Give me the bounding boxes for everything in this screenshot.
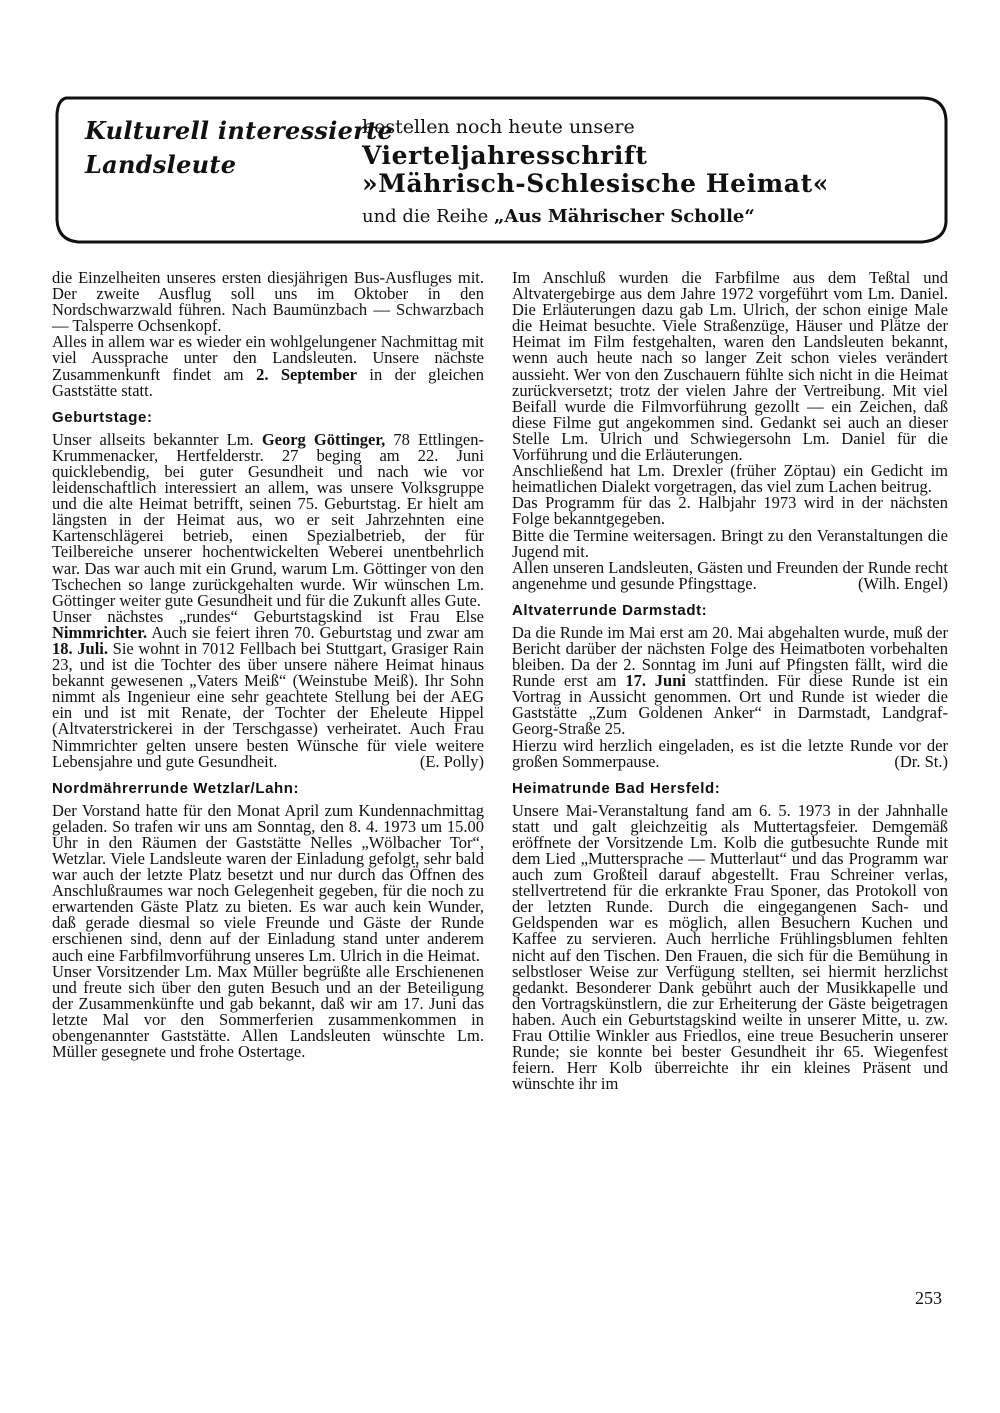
bold-name: Nimmrichter. — [52, 622, 148, 642]
paragraph — [52, 429, 484, 610]
section-heading-hersfeld: Heimatrunde Bad Hersfeld: — [512, 779, 721, 797]
text-run: Auch sie feiert ihren 70. Geburtstag und zwar am — [147, 622, 484, 642]
text-run: in der gleichen Gaststätte statt. — [52, 364, 484, 400]
section-heading-wetzlar: Nordmährerrunde Wetzlar/Lahn: — [52, 779, 300, 797]
bold-date: 18. Juli. — [52, 638, 109, 658]
text-run: Unser nächstes „rundes“ Geburtstagskind ist Frau Else — [52, 606, 484, 626]
ad-series — [362, 204, 942, 230]
ad-text — [362, 114, 942, 230]
text-run: 78 Ettlingen-Krummenacker, Hertfelderstr. 27 beging am 22. Juni quicklebendig, bei guter Gesundheit und nach wie vor leidenschaftlich interessiert an allem, was unsere Volksgruppe und die alte Heimat betrifft, seinen 75. Geburtstag. Er hielt am längsten in der Heimat aus, wo er seit Jahrzehnten eine Kartenschlägerei betrieb, einen Spezialbetrieb, der für Teilbereiche unserer hochentwickelten Weberei unentbehrlich war. Das war auch mit ein Grund, warum Lm. Göttinger von den Tschechen so lange zurückgehalten wurde. Wir wünschen Lm. Göttinger weiter gute Gesundheit und für die Zukunft alles Gute. — [52, 429, 484, 610]
advertisement-box — [52, 92, 949, 244]
paragraph — [512, 622, 949, 739]
paragraph: Im Anschluß wurden die Farbfilme aus dem Teßtal und Altvatergebirge aus dem Jahre 1972 vorgeführt vom Lm. Daniel. Die Erläuterungen dazu gab Lm. Ulrich, der schon einige Male die Heimat besuchte. Viele Straßenzüge, Häuser und Plätze der Heimat im Film festgehalten, waren den Landsleuten bekannt, wenn auch heute nach so langer Zeit schon vieles verändert aussieht. Wer von den Zuschauern fühlte sich nicht in die Heimat zurückversetzt; trotz der vielen Jahre der Vertreibung. Mit viel Beifall wurde die Filmvorführung gezollt — ein Zeichen, daß diese Filme gut angekommen sind. Gedankt sei auch an dieser Stelle Lm. Ulrich und Schwiegersohn Lm. Daniel für die Vorführung und die Erläuterungen. — [512, 268, 948, 465]
section-heading-geburtstage: Geburtstage: — [52, 408, 153, 426]
signature: (Wilh. Engel) — [857, 573, 948, 593]
signature: (E. Polly) — [419, 751, 484, 771]
paragraph: Anschließend hat Lm. Drexler (früher Zöptau) ein Gedicht im heimatlichen Dialekt vorgetragen, das viel zum Lachen beitrug. — [512, 461, 948, 497]
text-run: Alles in allem war es wieder ein wohlgelungener Nachmittag mit viel Aussprache unter den Landsleuten. Unsere nächste Zusammenkunft findet am — [52, 332, 484, 384]
signature: (Dr. St.) — [894, 751, 948, 771]
ad-intro: bestellen noch heute unsere — [362, 116, 635, 138]
ad-slogan-line1: Kulturell interessierte — [85, 116, 394, 145]
ad-title-2: »Mährisch-Schlesische Heimat« — [362, 169, 829, 198]
right-column — [512, 270, 948, 1092]
paragraph — [52, 334, 484, 398]
text-run: Da die Runde im Mai erst am 20. Mai abgehalten wurde, muß der Bericht darüber der nächsten Folge des Heimatboten vorbehalten bleiben. Da der 2. Sonntag im Juni auf Pfingsten fällt, wird die Runde erst am — [512, 622, 948, 691]
bold-name: Georg Göttinger, — [261, 429, 386, 449]
paragraph: Unsere Mai-Veranstaltung fand am 6. 5. 1973 in der Jahnhalle statt und galt gleichzeitig als Muttertagsfeier. Demgemäß eröffnete der Vorsitzende Lm. Kolb die gutbesuchte Runde mit dem Lied „Muttersprache — Mutterlaut“ und das Programm war auch zum Großteil darauf abgestellt. Frau Schreiner verlas, stellvertretend für die erkrankte Frau Sponer, das Protokoll von der letzten Runde. Durch die eingegangenen Sach- und Geldspenden war es möglich, allen Besuchern Kuchen und Kaffee zu servieren. Auch herrliche Frühlingsblumen fehlten nicht auf den Tischen. Den Frauen, die sich für die Bemühung in selbstloser Weise zur Verfügung stellten, sei hiermit herzlichst gedankt. Besonderer Dank gebührt auch der Musikkapelle und den Vortragskünstlern, die zur Erheiterung der Gäste beigetragen haben. Auch ein Geburtstagskind weilte in unserer Mitte, u. zw. Frau Ottilie Winkler aus Friedlos, eine treue Besucherin unserer Runde; sie konnte bei bester Gesundheit ihr 65. Wiegenfest feiern. Herr Kolb überreichte ihr ein kleines Präsent und wünschte ihr im — [512, 800, 948, 1094]
ad-series-name: „Aus Mährischer Scholle“ — [494, 206, 755, 227]
page-number: 253 — [915, 1288, 942, 1308]
paragraph — [512, 557, 948, 593]
paragraph — [512, 735, 948, 771]
ad-slogan-line2: Landsleute — [85, 150, 237, 179]
ad-series-prefix: und die Reihe — [362, 206, 495, 227]
bold-date: 2. September — [256, 364, 357, 384]
paragraph: Bitte die Termine weitersagen. Bringt zu den Veranstaltungen die Jugend mit. — [512, 525, 948, 561]
text-run: Sie wohnt in 7012 Fellbach bei Stuttgart, Grasiger Rain 23, und ist die Tochter des über unsere nähere Heimat hinaus bekannt gewesenen „Vaters Meiß“ (Weinstube Meiß). Ihr Sohn nimmt als Ingenieur eine sehr geachtete Stellung bei der AEG ein und ist mit Renate, der Tochter der Eheleute Hippel (Altvaterstrickerei in der Terschgasse) verheiratet. Auch Frau Nimmrichter gelten unsere besten Wünsche für viele weitere Lebensjahre und gute Gesundheit. — [52, 638, 484, 771]
paragraph — [52, 606, 484, 771]
section-heading-darmstadt: Altvaterrunde Darmstadt: — [512, 601, 708, 619]
text-run: stattfinden. Für diese Runde ist ein Vortrag in Aussicht genommen. Ort und Runde ist wieder die Gaststätte „Zum Goldenen Anker“ in Darmstadt, Landgraf-Georg-Straße 25. — [512, 671, 949, 739]
text-run: Allen unseren Landsleuten, Gästen und Freunden der Runde recht angenehme und gesunde Pfingsttage. — [512, 557, 948, 593]
paragraph: Unser Vorsitzender Lm. Max Müller begrüßte alle Erschienenen und freute sich über den guten Besuch und an der Beteiligung der Zusammenkünfte und gab bekannt, daß wir am 17. Juni das letzte Mal vor den Sommerferien zusammenkommen in obengenannter Gaststätte. Allen Landsleuten wünschte Lm. Müller gesegnete und frohe Ostertage. — [52, 961, 484, 1062]
bold-date: 17. Juni — [625, 671, 686, 691]
text-run: Unser allseits bekannter Lm. — [52, 429, 262, 449]
ad-title-1: Vierteljahresschrift — [362, 141, 648, 170]
paragraph: die Einzelheiten unseres ersten diesjährigen Bus-Ausfluges mit. Der zweite Ausflug soll uns im Oktober in den Nordschwarzwald führen. Nach Baumünzbach — Schwarzbach — Talsperre Ochsenkopf. — [52, 268, 484, 336]
left-column — [52, 270, 484, 1060]
text-run: Hierzu wird herzlich eingeladen, es ist die letzte Runde vor der großen Sommerpause. — [512, 735, 948, 771]
paragraph: Der Vorstand hatte für den Monat April zum Kundennachmittag geladen. So trafen wir uns am Sonntag, den 8. 4. 1973 um 15.00 Uhr in den Räumen der Gaststätte Nelles „Wölbacher Tor“, Wetzlar. Viele Landsleute waren der Einladung gefolgt, sehr bald war auch der letzte Platz besetzt und nur durch das Öffnen des Anschlußraumes war noch Gelegenheit gegeben, für die noch zu erwartenden Gäste Platz zu bieten. Es war auch kein Wunder, daß gerade diesmal so viele Freunde und Gäste der Runde erschienen sind, denn auf der Einladung stand unter anderem auch eine Farbfilmvorführung unseres Lm. Ulrich in die Heimat. — [52, 800, 484, 965]
ad-slogan — [85, 114, 394, 182]
paragraph: Das Programm für das 2. Halbjahr 1973 wird in der nächsten Folge bekanntgegeben. — [512, 493, 948, 529]
